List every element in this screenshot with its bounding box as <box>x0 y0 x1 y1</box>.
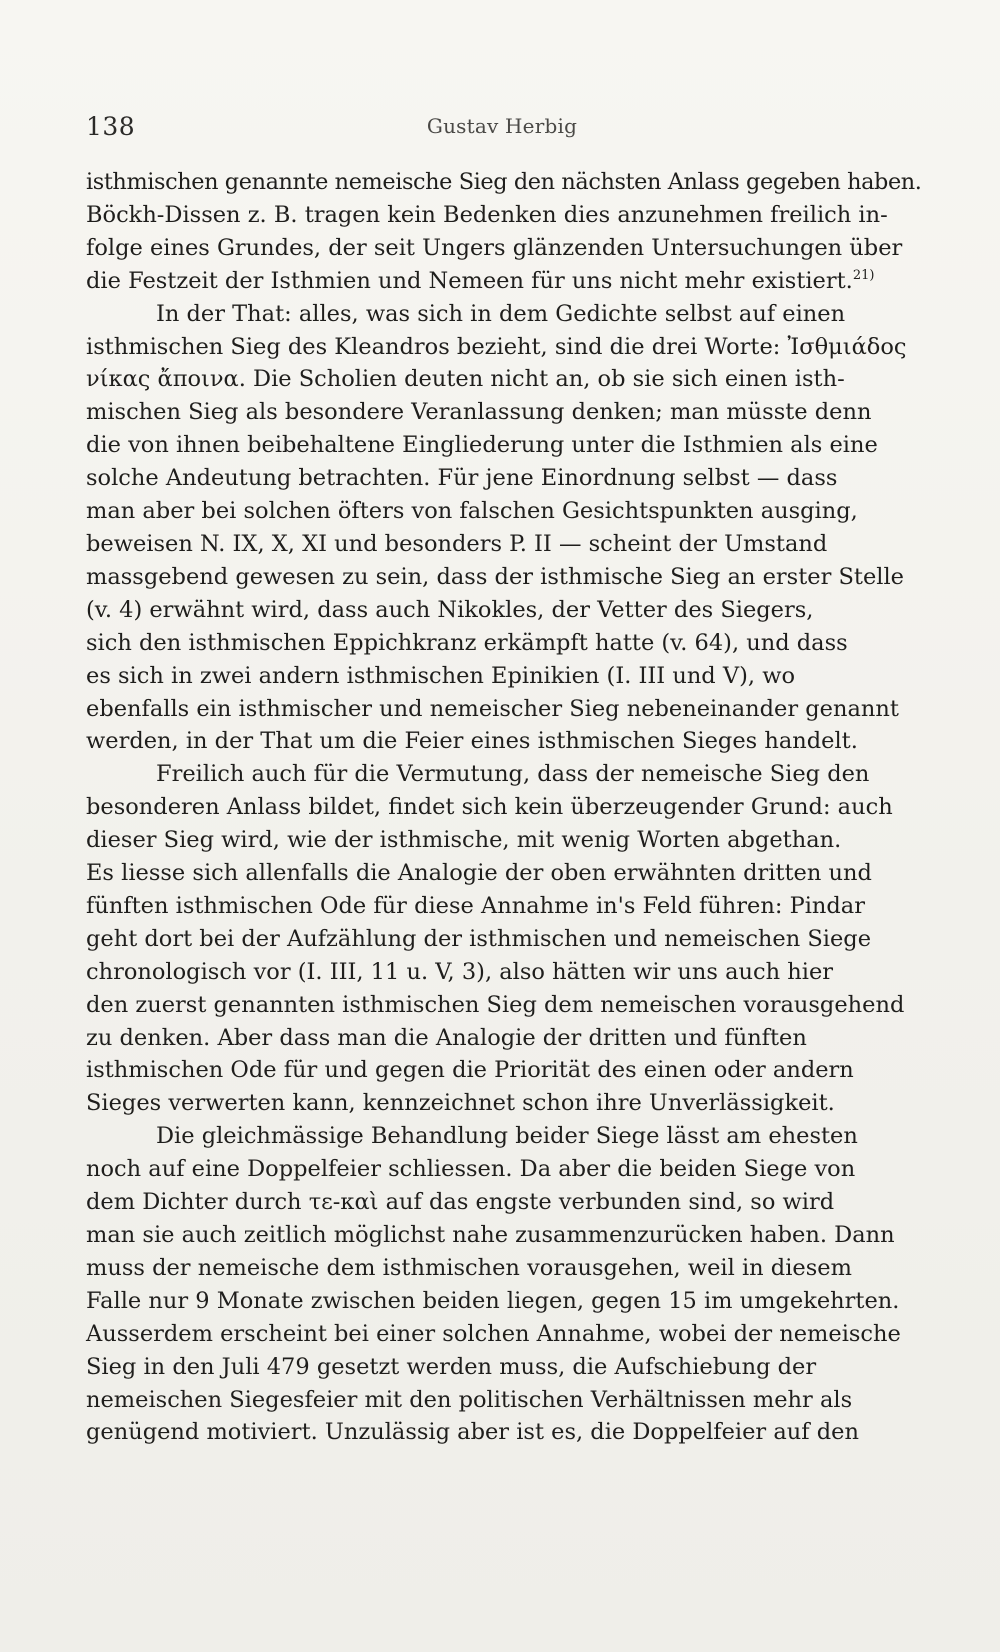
text-line <box>86 265 922 298</box>
body-text <box>86 166 922 1449</box>
text-line: man aber bei solchen öfters von falschen Gesichtspunkten ausging, <box>86 498 858 525</box>
text-line: Freilich auch für die Vermutung, dass der nemeische Sieg den <box>156 761 870 788</box>
text-line: Es liesse sich allenfalls die Analogie der oben erwähnten dritten und <box>86 860 872 887</box>
text-line: ebenfalls ein isthmischer und nemeischer Sieg nebeneinander genannt <box>86 695 899 722</box>
text-line: folge eines Grundes, der seit Ungers glänzenden Untersuchungen über <box>86 234 903 261</box>
text-line: In der That: alles, was sich in dem Gedichte selbst auf einen <box>156 300 846 327</box>
text-line: beweisen N. IX, X, XI und besonders P. II — scheint der Umstand <box>86 530 828 557</box>
text-line: massgebend gewesen zu sein, dass der isthmische Sieg an erster Stelle <box>86 563 904 590</box>
text-line: isthmischen genannte nemeische Sieg den nächsten Anlass gegeben haben. <box>86 169 922 195</box>
text-line: fünften isthmischen Ode für diese Annahme in's Feld führen: Pindar <box>86 892 865 919</box>
text-line: sich den isthmischen Eppichkranz erkämpft hatte (v. 64), und dass <box>86 629 848 656</box>
footnote-reference: 21) <box>852 267 875 283</box>
text-line: Böckh-Dissen z. B. tragen kein Bedenken dies anzunehmen freilich in- <box>86 201 888 228</box>
paragraph-1 <box>86 166 922 298</box>
text-line: zu denken. Aber dass man die Analogie der dritten und fünften <box>86 1024 807 1051</box>
text-line: Die gleichmässige Behandlung beider Siege lässt am ehesten <box>156 1123 858 1150</box>
text-line: werden, in der That um die Feier eines isthmischen Sieges handelt. <box>86 728 858 755</box>
text-line: man sie auch zeitlich möglichst nahe zusammenzurücken haben. Dann <box>86 1222 895 1248</box>
paragraph-4 <box>86 1120 922 1449</box>
text-line: dieser Sieg wird, wie der isthmische, mit wenig Worten abgethan. <box>86 827 842 854</box>
page-number: 138 <box>86 112 136 141</box>
line-text: die Festzeit der Isthmien und Nemeen für uns nicht mehr existiert. <box>86 267 853 294</box>
text-line: νίκας ἄποινα. Die Scholien deuten nicht an, ob sie sich einen isth- <box>86 366 845 393</box>
text-line: muss der nemeische dem isthmischen vorausgehen, weil in diesem <box>86 1254 852 1281</box>
text-line: geht dort bei der Aufzählung der isthmischen und nemeischen Siege <box>86 925 872 952</box>
text-line: Ausserdem erscheint bei einer solchen Annahme, wobei der nemeische <box>86 1320 901 1347</box>
running-head: Gustav Herbig <box>426 114 578 138</box>
paragraph-3 <box>86 758 922 1120</box>
text-line: noch auf eine Doppelfeier schliessen. Da aber die beiden Siege von <box>86 1156 856 1183</box>
text-line: die von ihnen beibehaltene Eingliederung unter die Isthmien als eine <box>86 432 878 459</box>
text-line: besonderen Anlass bildet, findet sich kein überzeugender Grund: auch <box>86 794 893 821</box>
text-line: Sieg in den Juli 479 gesetzt werden muss, die Aufschiebung der <box>86 1353 817 1380</box>
text-line: solche Andeutung betrachten. Für jene Einordnung selbst — dass <box>86 465 838 492</box>
text-line: es sich in zwei andern isthmischen Epinikien (I. III und V), wo <box>86 662 796 689</box>
page-header <box>86 108 918 148</box>
text-line: isthmischen Ode für und gegen die Priorität des einen oder andern <box>86 1057 854 1084</box>
text-line: mischen Sieg als besondere Veranlassung denken; man müsste denn <box>86 399 872 426</box>
text-line: Falle nur 9 Monate zwischen beiden liegen, gegen 15 im umgekehrten. <box>86 1287 900 1314</box>
paragraph-2 <box>86 298 922 759</box>
text-line: isthmischen Sieg des Kleandros bezieht, sind die drei Worte: Ἰσθμιάδος <box>86 333 907 360</box>
text-line: den zuerst genannten isthmischen Sieg dem nemeischen vorausgehend <box>86 991 905 1018</box>
text-line: dem Dichter durch τε-καὶ auf das engste verbunden sind, so wird <box>86 1189 835 1216</box>
text-line: (v. 4) erwähnt wird, dass auch Nikokles, der Vetter des Siegers, <box>86 596 814 623</box>
text-line: nemeischen Siegesfeier mit den politischen Verhältnissen mehr als <box>86 1386 853 1413</box>
text-line: chronologisch vor (I. III, 11 u. V, 3), also hätten wir uns auch hier <box>86 958 834 985</box>
text-line: Sieges verwerten kann, kennzeichnet schon ihre Unverlässigkeit. <box>86 1090 835 1117</box>
text-line: genügend motiviert. Unzulässig aber ist es, die Doppelfeier auf den <box>86 1419 859 1446</box>
